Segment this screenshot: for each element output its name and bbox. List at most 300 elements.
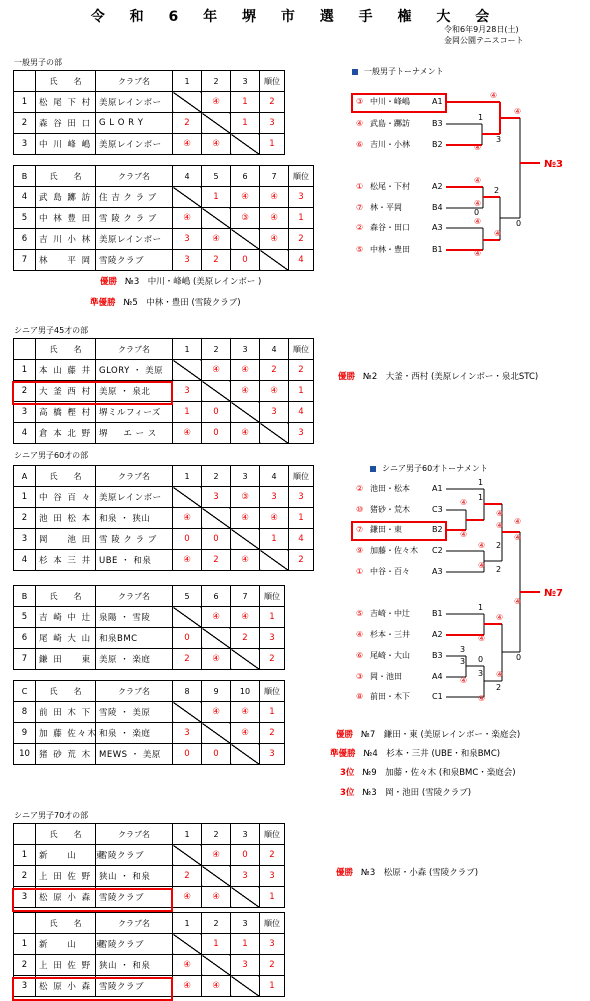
event-date: 令和6年9月28日(土): [444, 25, 519, 34]
player-pair: 鎌田・東: [370, 525, 402, 534]
section-s60-label: シニア男子60才の部: [14, 451, 89, 460]
rank-value: 3: [260, 628, 285, 649]
player-names: 上 田 佐 野: [36, 866, 96, 887]
match-score: 2: [173, 113, 202, 134]
header-name: 氏 名: [36, 466, 96, 487]
club-name: 雪 陵 ク ラ ブ: [96, 208, 173, 229]
match-score: ③: [231, 487, 260, 508]
match-score: ④: [173, 976, 202, 997]
player-names: 中 川 峰 嶋: [36, 134, 96, 155]
match-score: 0: [173, 628, 202, 649]
rank-value: 2: [260, 845, 285, 866]
club-name: 雪陵クラブ: [96, 845, 173, 866]
header-club: クラブ名: [96, 586, 173, 607]
bracket-score: 0: [516, 219, 522, 228]
block-position: B1: [432, 245, 443, 254]
header-opponent-5: 5: [173, 586, 202, 607]
bracket-score: ④: [514, 597, 522, 606]
rank-value: 3: [289, 187, 314, 208]
s60-winner: 優勝 №7 鎌田・東 (美原レインボー・楽庭会): [336, 730, 521, 740]
match-score: ④: [202, 845, 231, 866]
match-score: ④: [202, 649, 231, 670]
row-number: 1: [14, 360, 36, 381]
rank-value: 1: [289, 208, 314, 229]
header-rank: 順位: [289, 466, 314, 487]
header-name: 氏 名: [36, 166, 96, 187]
rank-value: 3: [260, 866, 285, 887]
page-title: 令 和 6 年 堺 市 選 手 権 大 会: [90, 9, 500, 25]
bracket-score: ④: [478, 561, 486, 570]
seed-number: ⑥: [356, 140, 364, 149]
block-position: C1: [432, 692, 443, 701]
match-score: ④: [202, 887, 231, 908]
club-name: 和泉 ・ 狭山: [96, 508, 173, 529]
match-score: 0: [173, 529, 202, 550]
rank-value: 1: [260, 702, 285, 723]
seed-number: ①: [356, 567, 364, 576]
club-name: 雪陵クラブ: [96, 887, 173, 908]
table-block-label: C: [14, 681, 36, 702]
match-score: 0: [231, 250, 260, 271]
player-names: 松 原 小 森: [36, 976, 96, 997]
block-position: A4: [432, 672, 443, 681]
player-pair: 猪砂・荒木: [370, 505, 410, 514]
header-rank: 順位: [260, 681, 285, 702]
match-score: ④: [173, 423, 202, 444]
row-number: 8: [14, 702, 36, 723]
match-score: 1: [260, 529, 289, 550]
row-number: 4: [14, 550, 36, 571]
row-number: 1: [14, 92, 36, 113]
player-names: 杉 本 三 井: [36, 550, 96, 571]
rank-value: 2: [289, 360, 314, 381]
header-opponent-3: 3: [231, 339, 260, 360]
player-pair: 吉川・小林: [370, 140, 410, 149]
header-opponent-1: 1: [173, 824, 202, 845]
row-number: 3: [14, 887, 36, 908]
ippan-runnerup: 準優勝 №5 中林・豊田 (雪陵クラブ): [90, 298, 241, 308]
tourn2-champion: №7: [544, 588, 563, 599]
block-position: B3: [432, 119, 443, 128]
match-score: 1: [202, 187, 231, 208]
header-rank: 順位: [260, 824, 285, 845]
match-score: 1: [173, 402, 202, 423]
match-score: ④: [202, 976, 231, 997]
rank-value: 3: [289, 487, 314, 508]
bracket-score: ④: [474, 199, 482, 208]
match-score: ④: [260, 208, 289, 229]
club-name: 狭山 ・ 和泉: [96, 955, 173, 976]
match-score: 0: [202, 529, 231, 550]
bracket-score: ④: [494, 229, 502, 238]
bracket-score: 1: [478, 603, 484, 612]
seed-number: ⑤: [356, 245, 364, 254]
player-pair: 岡・池田: [370, 672, 402, 681]
header-opponent-3: 3: [231, 913, 260, 934]
header-rank: 順位: [289, 339, 314, 360]
club-name: 美原レインボー: [96, 134, 173, 155]
bracket-score: ④: [474, 143, 482, 152]
match-score: ④: [173, 134, 202, 155]
header-opponent-8: 8: [173, 681, 202, 702]
header-club: クラブ名: [96, 913, 173, 934]
bracket-score: ④: [478, 541, 486, 550]
rank-value: 2: [260, 649, 285, 670]
s45-winner: 優勝 №2 大釜・西村 (美原レインボー・泉北STC): [338, 372, 539, 382]
bracket-score: ④: [460, 498, 468, 507]
section-s70-label: シニア男子70才の部: [14, 811, 89, 820]
match-score: ④: [231, 550, 260, 571]
seed-number: ⑨: [356, 546, 364, 555]
header-rank: 順位: [260, 913, 285, 934]
club-name: 雪陵クラブ: [96, 250, 173, 271]
match-score: 3: [173, 250, 202, 271]
match-score: 2: [260, 360, 289, 381]
player-names: 松 尾 下 村: [36, 92, 96, 113]
player-names: 岡 池 田: [36, 529, 96, 550]
player-pair: 林・平岡: [370, 203, 402, 212]
match-score: ④: [231, 187, 260, 208]
match-score: 1: [231, 92, 260, 113]
match-score: ④: [202, 229, 231, 250]
block-position: C2: [432, 546, 443, 555]
header-name: 氏 名: [36, 339, 96, 360]
bracket-score: ④: [514, 533, 522, 542]
player-pair: 中林・豊田: [370, 245, 410, 254]
seed-number: ④: [356, 119, 364, 128]
player-pair: 吉崎・中辻: [370, 609, 410, 618]
row-number: 3: [14, 402, 36, 423]
match-score: ④: [202, 607, 231, 628]
rank-value: 1: [260, 976, 285, 997]
row-number: 2: [14, 955, 36, 976]
match-score: ④: [202, 134, 231, 155]
seed-number: ⑤: [356, 609, 364, 618]
seed-number: ②: [356, 484, 364, 493]
match-score: ④: [231, 381, 260, 402]
bracket-score: ④: [514, 107, 522, 116]
tourn2-title: シニア男子60才トーナメント: [370, 463, 488, 474]
player-names: 前 田 木 下: [36, 702, 96, 723]
player-pair: 中谷・百々: [370, 567, 410, 576]
header-rank: 順位: [289, 166, 314, 187]
header-club: クラブ名: [96, 166, 173, 187]
rank-value: 1: [289, 508, 314, 529]
header-name: 氏 名: [36, 71, 96, 92]
seed-number: ①: [356, 182, 364, 191]
match-score: 1: [231, 113, 260, 134]
club-name: 雪 陵 ク ラ ブ: [96, 529, 173, 550]
row-number: 3: [14, 976, 36, 997]
seed-number: ⑦: [356, 525, 364, 534]
rank-value: 3: [260, 113, 285, 134]
row-number: 9: [14, 723, 36, 744]
header-opponent-9: 9: [202, 681, 231, 702]
header-opponent-7: 7: [231, 586, 260, 607]
bracket-score: ④: [496, 670, 504, 679]
block-position: B4: [432, 203, 443, 212]
seed-number: ⑧: [356, 692, 364, 701]
bracket-score: 3: [496, 135, 502, 144]
rank-value: 3: [260, 744, 285, 765]
bracket-score: 0: [478, 655, 484, 664]
header-club: クラブ名: [96, 466, 173, 487]
rank-value: 1: [260, 887, 285, 908]
header-opponent-5: 5: [202, 166, 231, 187]
rank-value: 2: [260, 955, 285, 976]
player-names: 上 田 佐 野: [36, 955, 96, 976]
header-opponent-3: 3: [231, 824, 260, 845]
header-opponent-2: 2: [202, 71, 231, 92]
row-number: 7: [14, 649, 36, 670]
match-score: 1: [231, 934, 260, 955]
row-number: 2: [14, 381, 36, 402]
player-pair: 尾崎・大山: [370, 651, 410, 660]
club-name: 泉陽 ・ 雪陵: [96, 607, 173, 628]
header-rank: 順位: [260, 586, 285, 607]
player-names: 加 藤 佐々木: [36, 723, 96, 744]
header-rank: 順位: [260, 71, 285, 92]
header-opponent-2: 2: [202, 339, 231, 360]
header-club: クラブ名: [96, 681, 173, 702]
row-number: 6: [14, 628, 36, 649]
row-number: 1: [14, 845, 36, 866]
bracket-score: 1: [478, 478, 484, 487]
club-name: 美原レインボー: [96, 92, 173, 113]
row-number: 6: [14, 229, 36, 250]
match-score: 3: [173, 723, 202, 744]
block-position: B1: [432, 609, 443, 618]
rank-value: 2: [289, 229, 314, 250]
match-score: 2: [231, 628, 260, 649]
player-pair: 池田・松本: [370, 484, 410, 493]
section-ippan-label: 一般男子の部: [14, 58, 62, 67]
rank-value: 1: [289, 381, 314, 402]
header-name: 氏 名: [36, 586, 96, 607]
player-names: 尾 崎 大 山: [36, 628, 96, 649]
block-position: A2: [432, 630, 443, 639]
bracket-score: ④: [460, 530, 468, 539]
bracket-score: ④: [496, 521, 504, 530]
match-score: 3: [202, 487, 231, 508]
bracket-score: 3: [460, 645, 466, 654]
match-score: 3: [173, 229, 202, 250]
bracket-score: ④: [460, 676, 468, 685]
block-position: A2: [432, 182, 443, 191]
club-name: 住 吉 ク ラ ブ: [96, 187, 173, 208]
match-score: ④: [260, 187, 289, 208]
table-block-label: A: [14, 466, 36, 487]
row-number: 10: [14, 744, 36, 765]
tourn1-title: 一般男子トーナメント: [352, 66, 444, 77]
match-score: ④: [202, 702, 231, 723]
bracket-score: 2: [496, 683, 502, 692]
header-opponent-10: 10: [231, 681, 260, 702]
table-block-label: B: [14, 586, 36, 607]
match-score: ④: [231, 423, 260, 444]
header-name: 氏 名: [36, 681, 96, 702]
header-opponent-3: 3: [231, 71, 260, 92]
player-pair: 武島・躑訪: [370, 119, 410, 128]
header-opponent-1: 1: [173, 913, 202, 934]
rank-value: 1: [260, 607, 285, 628]
match-score: 3: [231, 955, 260, 976]
match-score: ④: [202, 360, 231, 381]
header-opponent-4: 4: [260, 339, 289, 360]
player-names: 新 山 東: [36, 845, 96, 866]
section-s45-label: シニア男子45才の部: [14, 326, 89, 335]
club-name: 雪陵 ・ 美原: [96, 702, 173, 723]
match-score: 2: [173, 649, 202, 670]
block-position: A1: [432, 97, 443, 106]
seed-number: ③: [356, 672, 364, 681]
bracket-score: ④: [474, 217, 482, 226]
rank-value: 4: [289, 250, 314, 271]
header-opponent-4: 4: [173, 166, 202, 187]
header-opponent-6: 6: [231, 166, 260, 187]
row-number: 2: [14, 508, 36, 529]
player-names: 松 原 小 森: [36, 887, 96, 908]
player-names: 猪 砂 荒 木: [36, 744, 96, 765]
s60-third-2: 3位 №3 岡・池田 (雪陵クラブ): [340, 788, 472, 798]
match-score: 3: [173, 381, 202, 402]
match-score: 0: [202, 744, 231, 765]
match-score: ④: [260, 229, 289, 250]
match-score: ④: [260, 381, 289, 402]
player-names: 高 橋 樫 村: [36, 402, 96, 423]
club-name: 和泉 ・ 楽庭: [96, 723, 173, 744]
player-names: 林 平 岡: [36, 250, 96, 271]
club-name: MEWS ・ 美原: [96, 744, 173, 765]
player-names: 鎌 田 東: [36, 649, 96, 670]
player-pair: 森谷・田口: [370, 223, 410, 232]
club-name: 狭山 ・ 和泉: [96, 866, 173, 887]
match-score: ④: [231, 702, 260, 723]
player-names: 吉 崎 中 辻: [36, 607, 96, 628]
player-names: 倉 本 北 野: [36, 423, 96, 444]
club-name: 雪陵クラブ: [96, 976, 173, 997]
player-pair: 加藤・佐々木: [370, 546, 418, 555]
match-score: 1: [202, 934, 231, 955]
bracket-score: ④: [478, 694, 486, 703]
rank-value: 1: [260, 134, 285, 155]
header-opponent-4: 4: [260, 466, 289, 487]
match-score: ④: [231, 723, 260, 744]
header-opponent-1: 1: [173, 339, 202, 360]
row-number: 5: [14, 607, 36, 628]
bracket-score: 2: [496, 541, 502, 550]
row-number: 7: [14, 250, 36, 271]
club-name: 美原レインボー: [96, 487, 173, 508]
club-name: 美原レインボー: [96, 229, 173, 250]
seed-number: ⑥: [356, 651, 364, 660]
club-name: 堺 エ ー ス: [96, 423, 173, 444]
player-names: 中 林 豊 田: [36, 208, 96, 229]
rank-value: 2: [260, 92, 285, 113]
row-number: 1: [14, 487, 36, 508]
bracket-score: ④: [474, 249, 482, 258]
rank-value: 2: [289, 550, 314, 571]
header-club: クラブ名: [96, 824, 173, 845]
match-score: ④: [173, 508, 202, 529]
tourn1-champion: №3: [544, 159, 563, 170]
club-name: 和泉BMC: [96, 628, 173, 649]
bracket-score: 0: [474, 208, 480, 217]
row-number: 2: [14, 866, 36, 887]
player-pair: 杉本・三井: [370, 630, 410, 639]
header-opponent-1: 1: [173, 71, 202, 92]
seed-number: ⑩: [356, 505, 364, 514]
bracket-score: ④: [474, 176, 482, 185]
ippan-winner: 優勝 №3 中川・峰嶋 (美原レインボー ): [100, 277, 262, 287]
block-position: B2: [432, 525, 443, 534]
match-score: ④: [231, 607, 260, 628]
player-pair: 中川・峰嶋: [370, 97, 410, 106]
block-position: A3: [432, 223, 443, 232]
player-pair: 前田・木下: [370, 692, 410, 701]
club-name: 雪陵クラブ: [96, 934, 173, 955]
s60-runnerup: 準優勝 №4 杉本・三井 (UBE・和泉BMC): [330, 749, 501, 759]
bracket-score: ④: [478, 634, 486, 643]
row-number: 4: [14, 423, 36, 444]
row-number: 3: [14, 134, 36, 155]
header-opponent-6: 6: [202, 586, 231, 607]
match-score: 3: [260, 487, 289, 508]
bracket-score: 3: [460, 657, 466, 666]
bracket-score: 2: [494, 186, 500, 195]
player-pair: 松尾・下村: [370, 182, 410, 191]
match-score: 3: [231, 866, 260, 887]
bracket-score: 0: [516, 653, 522, 662]
header-opponent-2: 2: [202, 824, 231, 845]
rank-value: 4: [289, 529, 314, 550]
header-opponent-2: 2: [202, 913, 231, 934]
header-club: クラブ名: [96, 339, 173, 360]
bracket-score: ④: [496, 613, 504, 622]
match-score: ③: [231, 208, 260, 229]
player-names: 武 島 躑 訪: [36, 187, 96, 208]
match-score: ④: [202, 92, 231, 113]
club-name: 美原 ・ 楽庭: [96, 649, 173, 670]
event-venue: 金岡公園テニスコート: [444, 36, 524, 45]
rank-value: 4: [289, 402, 314, 423]
rank-value: 3: [289, 423, 314, 444]
bracket-score: 2: [496, 565, 502, 574]
player-names: 中 谷 百 々: [36, 487, 96, 508]
match-score: ④: [231, 360, 260, 381]
header-opponent-7: 7: [260, 166, 289, 187]
match-score: 0: [202, 402, 231, 423]
bracket-score: 1: [478, 493, 484, 502]
row-number: 5: [14, 208, 36, 229]
seed-number: ③: [356, 97, 364, 106]
seed-number: ⑦: [356, 203, 364, 212]
rank-value: 2: [260, 723, 285, 744]
s70-winner: 優勝 №3 松原・小森 (雪陵クラブ): [336, 868, 479, 878]
bracket-score: ④: [496, 509, 504, 518]
header-club: クラブ名: [96, 71, 173, 92]
block-position: A3: [432, 567, 443, 576]
match-score: 0: [231, 845, 260, 866]
match-score: ④: [173, 550, 202, 571]
s60-third-1: 3位 №9 加藤・佐々木 (和泉BMC・楽庭会): [340, 768, 516, 778]
club-name: 美原 ・ 泉北: [96, 381, 173, 402]
header-opponent-1: 1: [173, 466, 202, 487]
block-position: B2: [432, 140, 443, 149]
club-name: G L O R Y: [96, 113, 173, 134]
match-score: ④: [173, 887, 202, 908]
block-position: C3: [432, 505, 443, 514]
